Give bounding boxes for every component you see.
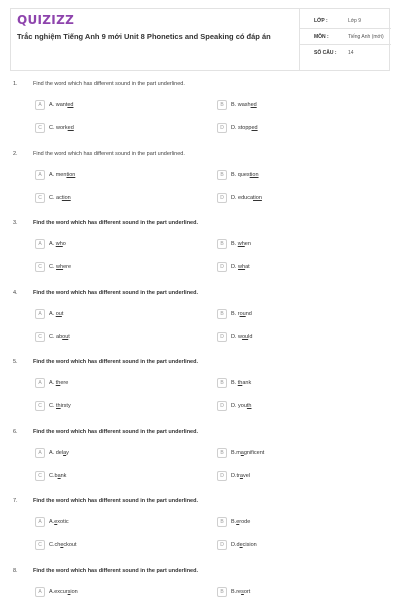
option-text-suffix: vel	[242, 473, 250, 479]
underlined-part: s	[67, 589, 71, 595]
option-text-prefix: C. ab	[49, 334, 63, 340]
question-prompt: Find the word which has different sound in the part underlined.	[33, 220, 199, 226]
underlined-part: tion	[253, 195, 262, 201]
option-text-prefix: D. stopp	[231, 125, 252, 131]
option-text-prefix: B.	[231, 380, 238, 386]
meta-value: Tiếng Anh (mới)	[348, 34, 384, 40]
option-text-prefix: A.	[49, 380, 56, 386]
option-letter-box[interactable]: A	[35, 239, 45, 249]
option-text-suffix: en	[244, 241, 251, 247]
option-text-suffix: cision	[242, 542, 257, 548]
option-text	[49, 589, 78, 595]
option-text-prefix: C.b	[49, 473, 58, 479]
option-text-prefix: C. work	[49, 125, 68, 131]
question-number: 2.	[13, 151, 18, 157]
option-text-suffix: gnificent	[243, 450, 265, 456]
option-letter-box[interactable]: B	[217, 448, 227, 458]
option-text-suffix: ere	[63, 264, 72, 270]
option-text	[49, 172, 75, 178]
question-number: 8.	[13, 568, 18, 574]
underlined-part: ed	[251, 125, 258, 131]
option-text-prefix: B.m	[231, 450, 241, 456]
option-text-prefix: C.	[49, 264, 57, 270]
option-text	[49, 519, 69, 525]
option-letter-box[interactable]: A	[35, 448, 45, 458]
option-text-suffix: ort	[243, 589, 251, 595]
question-prompt: Find the word which has different sound in the part underlined.	[33, 290, 199, 296]
option-text-prefix: B.re	[231, 589, 242, 595]
option-text	[231, 195, 262, 201]
option-letter-box[interactable]: B	[217, 100, 227, 110]
option-letter-box[interactable]: D	[217, 401, 227, 411]
option-text-prefix: B. r	[231, 311, 240, 317]
option-text-suffix: xotic	[57, 519, 69, 525]
option-text	[231, 311, 252, 317]
option-text	[231, 334, 252, 340]
underlined-part: wh	[56, 264, 64, 270]
option-letter-box[interactable]: B	[217, 517, 227, 527]
option-letter-box[interactable]: C	[35, 123, 45, 133]
meta-value: 14	[348, 50, 354, 56]
meta-label: SỐ CÂU :	[314, 50, 337, 56]
option-letter-box[interactable]: C	[35, 193, 45, 203]
option-text-prefix: C. ac	[49, 195, 62, 201]
underlined-part: a	[57, 473, 61, 479]
option-letter-box[interactable]: A	[35, 587, 45, 597]
option-letter-box[interactable]: C	[35, 540, 45, 550]
meta-row-subject	[300, 29, 391, 45]
option-text-prefix: A.	[49, 311, 56, 317]
option-text	[49, 102, 73, 108]
option-text-suffix: ckout	[63, 542, 77, 548]
option-text-prefix: A.	[49, 519, 55, 525]
underlined-part: wh	[55, 241, 63, 247]
option-text-prefix: B.	[231, 519, 237, 525]
option-letter-box[interactable]: B	[217, 309, 227, 319]
option-letter-box[interactable]: A	[35, 517, 45, 527]
option-letter-box[interactable]: C	[35, 332, 45, 342]
meta-row-grade	[300, 13, 391, 29]
underlined-part: ou	[62, 334, 69, 340]
option-text	[231, 102, 257, 108]
option-text	[49, 542, 77, 548]
underlined-part: tion	[249, 172, 259, 178]
underlined-part: th	[237, 380, 243, 386]
option-letter-box[interactable]: B	[217, 587, 227, 597]
underlined-part: a	[63, 450, 67, 456]
meta-value: Lớp 9	[348, 18, 362, 24]
underlined-part: th	[55, 380, 61, 386]
underlined-part: ou	[239, 311, 246, 317]
option-text-suffix: t	[68, 334, 70, 340]
option-text-suffix: nk	[60, 473, 67, 479]
option-text-prefix: B. wash	[231, 102, 251, 108]
worksheet-title: Trắc nghiệm Tiếng Anh 9 mới Unit 8 Phonetics and Speaking có đáp án	[17, 32, 271, 41]
option-text-suffix: ld	[248, 334, 253, 340]
question-prompt: Find the word which has different sound in the part underlined.	[33, 498, 199, 504]
option-letter-box[interactable]: A	[35, 100, 45, 110]
meta-label: LỚP :	[314, 18, 328, 24]
option-text-prefix: D.	[231, 264, 239, 270]
meta-row-count	[300, 45, 391, 61]
option-text	[231, 542, 257, 548]
option-text-suffix: at	[245, 264, 250, 270]
option-letter-box[interactable]: C	[35, 471, 45, 481]
option-text	[231, 172, 259, 178]
underlined-part: e	[239, 542, 243, 548]
question-prompt: Find the word which has different sound in the part underlined.	[33, 151, 185, 157]
option-text-suffix: t	[61, 311, 64, 317]
underlined-part: ed	[250, 102, 257, 108]
option-text	[49, 380, 68, 386]
option-text-prefix: A.	[49, 241, 56, 247]
underlined-part: a	[240, 450, 244, 456]
option-text	[231, 519, 250, 525]
option-letter-box[interactable]: C	[35, 401, 45, 411]
option-text-prefix: D.tr	[231, 473, 240, 479]
option-text	[49, 403, 71, 409]
question-prompt: Find the word which has different sound in the part underlined.	[33, 568, 199, 574]
option-text	[231, 264, 250, 270]
underlined-part: ed	[67, 125, 74, 131]
underlined-part: wh	[237, 241, 245, 247]
option-text	[231, 380, 251, 386]
question-number: 3.	[13, 220, 18, 226]
option-letter-box[interactable]: B	[217, 170, 227, 180]
option-text-prefix: C.	[49, 403, 57, 409]
underlined-part: s	[241, 589, 244, 595]
option-text-prefix: A. del	[49, 450, 64, 456]
option-text-suffix: ere	[60, 380, 69, 386]
meta-table	[299, 9, 390, 70]
option-text	[231, 125, 258, 131]
option-letter-box[interactable]: A	[35, 309, 45, 319]
option-text	[49, 311, 63, 317]
underlined-part: th	[246, 403, 252, 409]
option-text-prefix: D. you	[231, 403, 247, 409]
option-letter-box[interactable]: D	[217, 193, 227, 203]
option-letter-box[interactable]: D	[217, 262, 227, 272]
option-text-suffix: nd	[245, 311, 252, 317]
worksheet-header	[10, 8, 390, 71]
option-text	[49, 125, 74, 131]
option-text-prefix: D.d	[231, 542, 240, 548]
underlined-part: th	[56, 403, 61, 409]
option-letter-box[interactable]: D	[217, 332, 227, 342]
question-number: 4.	[13, 290, 18, 296]
option-text	[49, 195, 71, 201]
underlined-part: ed	[67, 102, 74, 108]
option-text-suffix: ank	[242, 380, 252, 386]
underlined-part: e	[236, 519, 240, 525]
option-text	[49, 334, 70, 340]
underlined-part: wh	[238, 264, 246, 270]
option-text-prefix: A. want	[49, 102, 68, 108]
option-text	[231, 473, 250, 479]
question-prompt: Find the word which has different sound in the part underlined.	[33, 429, 199, 435]
question-prompt: Find the word which has different sound in the part underlined.	[33, 359, 199, 365]
question-number: 7.	[13, 498, 18, 504]
option-text	[49, 241, 66, 247]
question-number: 5.	[13, 359, 18, 365]
meta-label: MÔN :	[314, 34, 329, 40]
option-letter-box[interactable]: A	[35, 378, 45, 388]
option-text-prefix: A. men	[49, 172, 67, 178]
underlined-part: ou	[55, 311, 62, 317]
option-letter-box[interactable]: C	[35, 262, 45, 272]
option-text-prefix: B.	[231, 241, 238, 247]
underlined-part: tion	[66, 172, 76, 178]
option-text	[49, 264, 71, 270]
option-text-prefix: A.excur	[49, 589, 68, 595]
option-text	[49, 450, 69, 456]
option-text	[231, 241, 251, 247]
option-text	[49, 473, 66, 479]
underlined-part: e	[60, 542, 64, 548]
option-letter-box[interactable]: D	[217, 123, 227, 133]
option-letter-box[interactable]: D	[217, 540, 227, 550]
option-text-suffix: y	[66, 450, 69, 456]
option-letter-box[interactable]: D	[217, 471, 227, 481]
option-text	[231, 450, 264, 456]
option-text-prefix: D. educa	[231, 195, 254, 201]
option-text-prefix: C.ch	[49, 542, 61, 548]
underlined-part: tion	[61, 195, 71, 201]
question-number: 1.	[13, 81, 18, 87]
option-text	[231, 403, 252, 409]
option-letter-box[interactable]: B	[217, 239, 227, 249]
option-letter-box[interactable]: B	[217, 378, 227, 388]
quizizz-logo: QUIZIZZ	[17, 13, 75, 27]
option-text	[231, 589, 250, 595]
question-number: 6.	[13, 429, 18, 435]
option-text-suffix: ion	[70, 589, 78, 595]
option-text-suffix: o	[62, 241, 66, 247]
option-text-prefix: D. w	[231, 334, 242, 340]
option-letter-box[interactable]: A	[35, 170, 45, 180]
underlined-part: a	[239, 473, 243, 479]
underlined-part: e	[54, 519, 58, 525]
option-text-prefix: B. ques	[231, 172, 250, 178]
underlined-part: ou	[242, 334, 249, 340]
option-text-suffix: rode	[239, 519, 251, 525]
question-prompt: Find the word which has different sound in the part underlined.	[33, 81, 185, 87]
option-text-suffix: irsty	[60, 403, 71, 409]
